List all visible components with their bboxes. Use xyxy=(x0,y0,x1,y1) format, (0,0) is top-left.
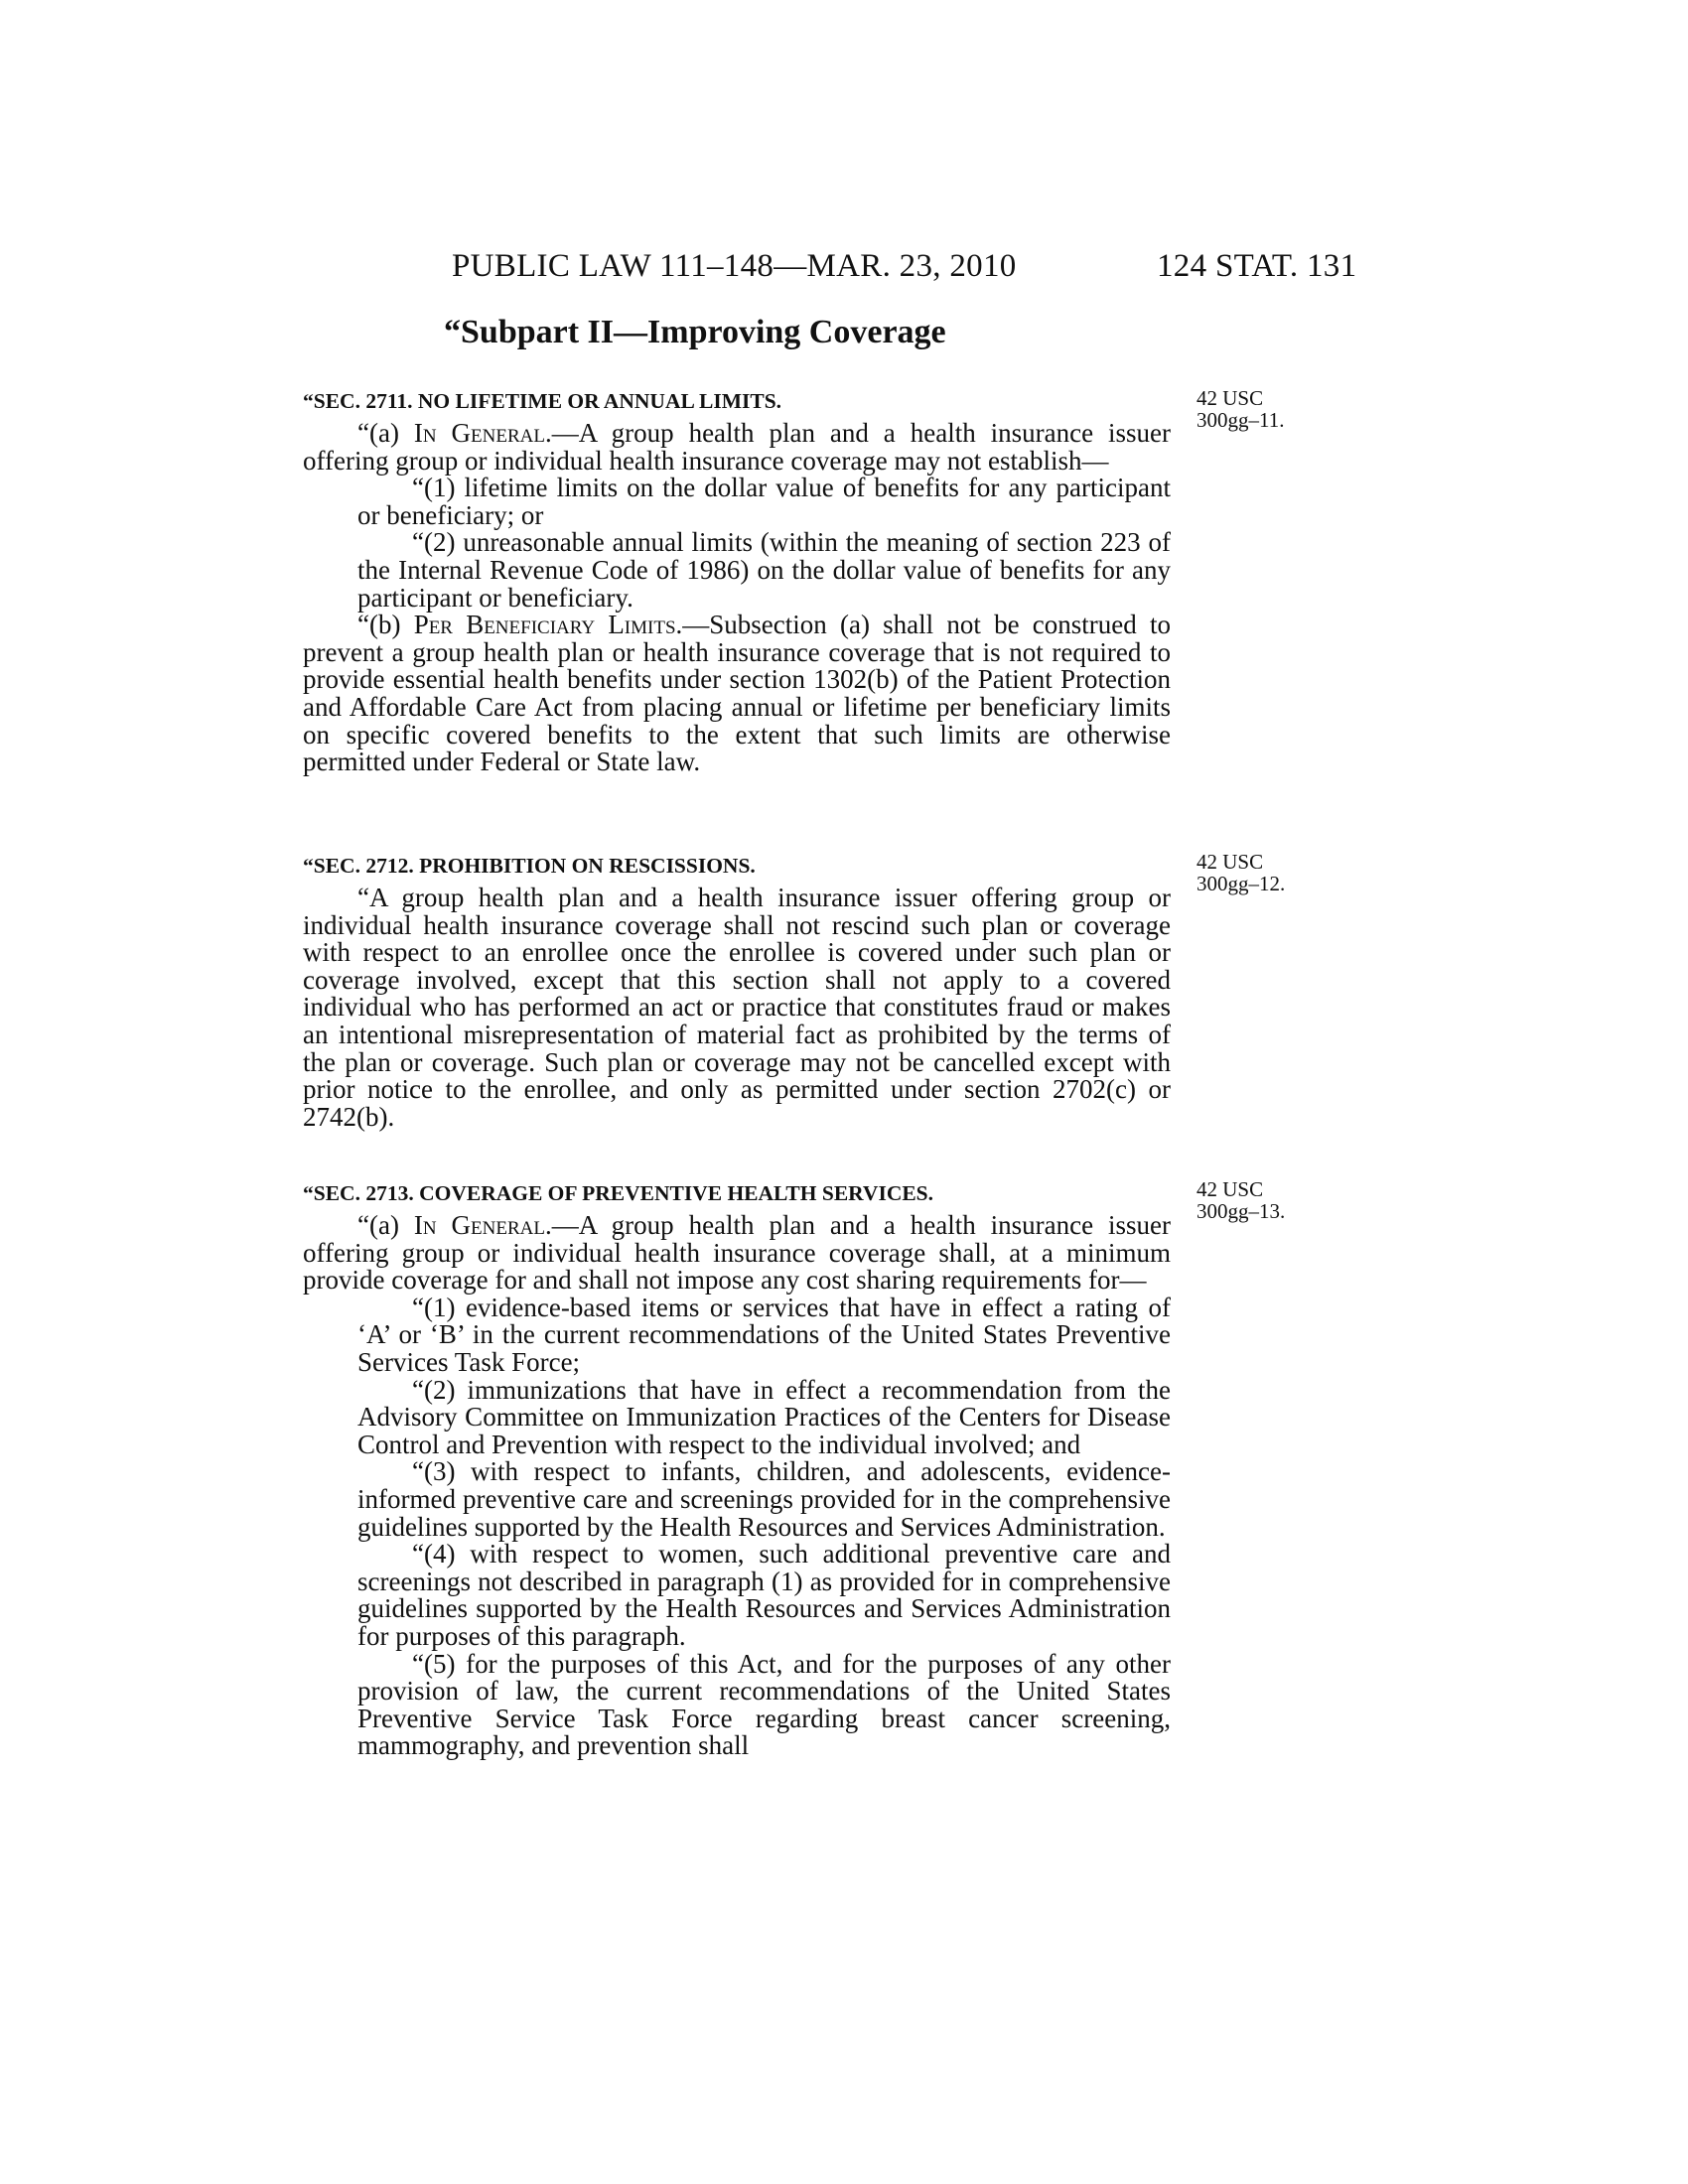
section-2713-paragraph-5: “(5) for the purposes of this Act, and for the purposes of any other provision of law, the current recommendations of the United States Preventive Service Task Force regarding breast cancer screening, mammography, and prevention shall xyxy=(357,1648,1171,1761)
margin-note-2711 xyxy=(1196,387,1316,431)
section-2713 xyxy=(303,1180,1171,1760)
subsection-a-heading: In General xyxy=(413,1210,545,1240)
subpart-title: “Subpart II—Improving Coverage xyxy=(444,314,946,350)
subsection-b-label: “(b) xyxy=(357,610,414,640)
margin-note-2713-line2: 300gg–13. xyxy=(1196,1199,1286,1223)
section-2711-paragraph-2: “(2) unreasonable annual limits (within the meaning of section 223 of the Internal Revenue Code of 1986) on the dollar value of benefits for any participant or beneficiary. xyxy=(357,527,1171,613)
margin-note-2712 xyxy=(1196,851,1316,894)
section-2711-paragraph-1: “(1) lifetime limits on the dollar value of benefits for any participant or beneficiary; or xyxy=(357,473,1171,530)
subsection-b-heading: Per Beneficiary Limits xyxy=(413,610,676,640)
margin-note-2711-line2: 300gg–11. xyxy=(1196,408,1285,432)
subsection-a-text: .—A group health plan and a health insurance issuer offering group or individual health insurance coverage may not establish— xyxy=(303,418,1171,476)
section-2713-subsection-a xyxy=(303,1212,1171,1295)
margin-note-2712-line2: 300gg–12. xyxy=(1196,872,1286,895)
section-2713-heading: “SEC. 2713. COVERAGE OF PREVENTIVE HEALTH SERVICES. xyxy=(303,1181,934,1205)
subsection-a-text: .—A group health plan and a health insurance issuer offering group or individual health insurance coverage shall, at a minimum provide coverage for and shall not impose any cost sharing requirements for— xyxy=(303,1210,1171,1296)
section-2711-heading: “SEC. 2711. NO LIFETIME OR ANNUAL LIMITS. xyxy=(303,389,782,413)
section-2711-subsection-a xyxy=(303,420,1171,475)
subsection-a-label: “(a) xyxy=(357,1210,414,1240)
section-2712-heading: “SEC. 2712. PROHIBITION ON RESCISSIONS. xyxy=(303,854,756,878)
section-2711 xyxy=(303,388,1171,776)
section-2712-text: “A group health plan and a health insurance issuer offering group or individual health insurance coverage shall not rescind such plan or coverage with respect to an enrollee once the enrollee is covered under such plan or coverage involved, except that this section shall not apply to a covered individual who has performed an act or practice that constitutes fraud or makes an intentional misrepresentation of material fact as prohibited by the terms of the plan or coverage. Such plan or coverage may not be cancelled except with prior notice to the enrollee, and only as permitted under section 2702(c) or 2742(b). xyxy=(303,883,1171,1132)
section-2713-paragraph-1: “(1) evidence-based items or services that have in effect a rating of ‘A’ or ‘B’ in the current recommendations of the United States Preventive Services Task Force; xyxy=(357,1292,1171,1377)
section-2711-subsection-b xyxy=(303,612,1171,776)
margin-note-2712-line1: 42 USC xyxy=(1196,850,1264,874)
subsection-a-heading: In General xyxy=(413,418,545,448)
section-2713-paragraph-4: “(4) with respect to women, such additional preventive care and screenings not described in paragraph (1) as provided for in comprehensive guidelines supported by the Health Resources and Services Administration for purposes of this paragraph. xyxy=(357,1539,1171,1651)
margin-note-2713 xyxy=(1196,1178,1316,1222)
subsection-b-text: .—Subsection (a) shall not be construed to prevent a group health plan or health insurance coverage that is not required to provide essential health benefits under section 1302(b) of the Patient Protection and Affordable Care Act from placing annual or lifetime per beneficiary limits on specific covered benefits to the extent that such limits are otherwise permitted under Federal or State law. xyxy=(303,610,1171,777)
subsection-a-label: “(a) xyxy=(357,418,414,448)
section-2713-paragraph-2: “(2) immunizations that have in effect a recommendation from the Advisory Committee on Immunization Practices of the Centers for Disease Control and Prevention with respect to the individual involved; and xyxy=(357,1374,1171,1459)
section-2712 xyxy=(303,853,1171,1131)
section-2713-paragraph-3: “(3) with respect to infants, children, and adolescents, evidence-informed preventive care and screenings provided for in the comprehensive guidelines supported by the Health Resources and Services Administration. xyxy=(357,1456,1171,1542)
running-header-law: PUBLIC LAW 111–148—MAR. 23, 2010 xyxy=(452,248,1017,284)
margin-note-2711-line1: 42 USC xyxy=(1196,386,1264,410)
margin-note-2713-line1: 42 USC xyxy=(1196,1177,1264,1201)
running-header-page: 124 STAT. 131 xyxy=(1157,248,1357,284)
